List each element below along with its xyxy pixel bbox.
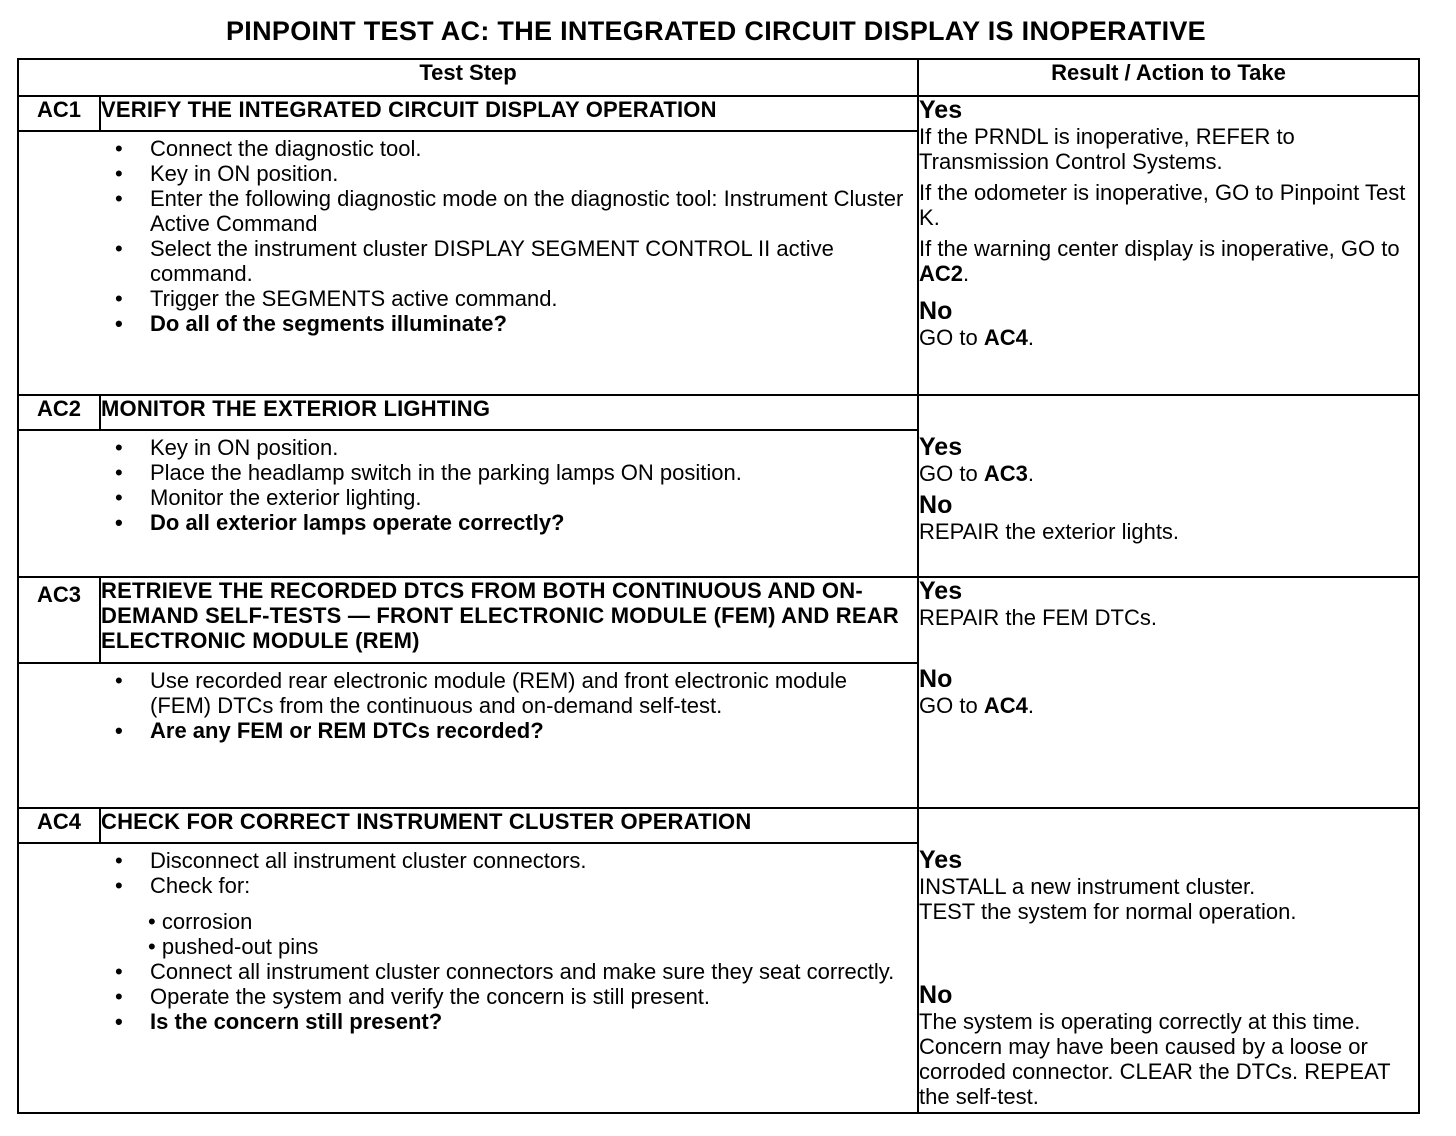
action-list (19, 664, 917, 743)
result-line: TEST the system for normal operation. (919, 899, 1297, 924)
step-ac2-result (918, 395, 1419, 577)
goto-step-ref: AC2 (919, 261, 964, 286)
yes-label: Yes (919, 433, 963, 461)
result-line: If the odometer is inoperative, GO to Pinpoint Test K. (919, 180, 1406, 230)
step-id: AC2 (18, 395, 100, 430)
list-item: • Operate the system and verify the concern is still present. (19, 984, 909, 1009)
result-line: GO to AC3. (919, 461, 1034, 486)
sub-list-item: • corrosion (148, 909, 909, 934)
list-item: • Enter the following diagnostic mode on the diagnostic tool: Instrument Cluster Active Command (19, 186, 909, 236)
pinpoint-test-table (17, 58, 1420, 1114)
list-item: • Connect the diagnostic tool. (19, 136, 909, 161)
action-list (19, 431, 917, 535)
list-item: • Select the instrument cluster DISPLAY SEGMENT CONTROL II active command. (19, 236, 909, 286)
no-label: No (919, 297, 953, 325)
step-ac4-result (918, 808, 1419, 1113)
step-ac3-result (918, 577, 1419, 808)
no-label: No (919, 981, 953, 1009)
step-ac2-title-row (18, 395, 1419, 430)
sub-list (148, 909, 909, 959)
result-line: REPAIR the FEM DTCs. (919, 605, 1157, 630)
page-title: PINPOINT TEST AC: THE INTEGRATED CIRCUIT DISPLAY IS INOPERATIVE (226, 16, 1206, 46)
step-ac3-actions (18, 663, 918, 808)
step-ac2-actions (18, 430, 918, 577)
list-item: • Monitor the exterior lighting. (19, 485, 909, 510)
sub-list-item: • pushed-out pins (148, 934, 909, 959)
list-item: • Disconnect all instrument cluster connectors. (19, 848, 909, 873)
list-item: • Place the headlamp switch in the parking lamps ON position. (19, 460, 909, 485)
result-line: GO to AC4. (919, 325, 1034, 350)
yes-label: Yes (919, 846, 963, 874)
action-list (19, 844, 917, 1034)
no-label: No (919, 665, 953, 693)
result-line: REPAIR the exterior lights. (919, 519, 1180, 544)
step-ac3-title-row (18, 577, 1419, 663)
list-item: • Key in ON position. (19, 435, 909, 460)
step-id: AC1 (18, 96, 100, 131)
goto-step-ref: AC4 (983, 325, 1028, 350)
yes-label: Yes (919, 96, 963, 124)
goto-step-ref: AC4 (983, 693, 1028, 718)
goto-step-ref: AC3 (983, 461, 1028, 486)
step-id: AC4 (18, 808, 100, 843)
step-ac1-result (918, 96, 1419, 395)
question-item: • Do all of the segments illuminate? (19, 311, 909, 336)
result-line: If the PRNDL is inoperative, REFER to Transmission Control Systems. (919, 124, 1295, 174)
list-item: • Check for: • corrosion • pushed-out pins (19, 873, 909, 959)
step-title: VERIFY THE INTEGRATED CIRCUIT DISPLAY OPERATION (100, 96, 918, 131)
result-line: GO to AC4. (919, 693, 1034, 718)
header-result: Result / Action to Take (918, 59, 1419, 96)
step-id: AC3 (18, 577, 100, 663)
step-title: MONITOR THE EXTERIOR LIGHTING (100, 395, 918, 430)
question-item: • Are any FEM or REM DTCs recorded? (19, 718, 909, 743)
step-ac4-title-row (18, 808, 1419, 843)
list-item: • Use recorded rear electronic module (REM) and front electronic module (FEM) DTCs from the continuous and on-demand self-test. (19, 668, 909, 718)
header-test-step: Test Step (18, 59, 918, 96)
action-list (19, 132, 917, 336)
step-ac1-actions (18, 131, 918, 395)
list-item: • Connect all instrument cluster connectors and make sure they seat correctly. (19, 959, 909, 984)
list-item: • Key in ON position. (19, 161, 909, 186)
no-label: No (919, 491, 953, 519)
step-ac4-actions (18, 843, 918, 1113)
list-item: • Trigger the SEGMENTS active command. (19, 286, 909, 311)
yes-label: Yes (919, 577, 963, 605)
question-item: • Do all exterior lamps operate correctly? (19, 510, 909, 535)
step-title: RETRIEVE THE RECORDED DTCS FROM BOTH CONTINUOUS AND ON-DEMAND SELF-TESTS — FRONT ELECTRONIC MODULE (FEM) AND REAR ELECTRONIC MODULE (REM) (100, 577, 918, 663)
result-line: The system is operating correctly at this time. Concern may have been caused by a loose or corroded connector. CLEAR the DTCs. REPEAT the self-test. (919, 1009, 1391, 1109)
step-title: CHECK FOR CORRECT INSTRUMENT CLUSTER OPERATION (100, 808, 918, 843)
result-line: INSTALL a new instrument cluster. (919, 874, 1256, 899)
question-item: • Is the concern still present? (19, 1009, 909, 1034)
table-header-row (18, 59, 1419, 96)
result-line: If the warning center display is inoperative, GO to AC2. (919, 236, 1400, 286)
step-ac1-title-row (18, 96, 1419, 131)
